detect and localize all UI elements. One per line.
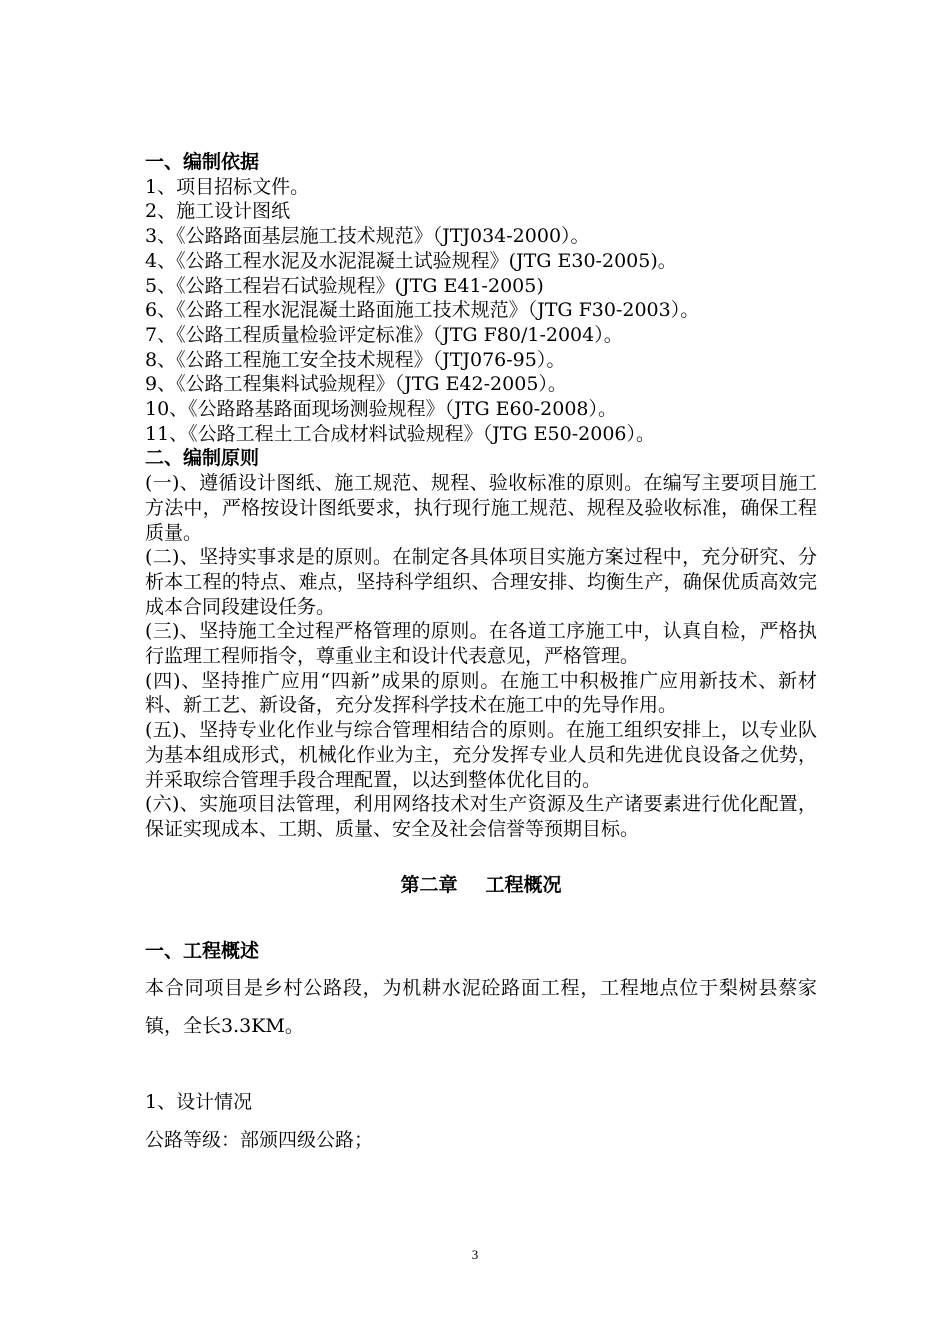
- basis-item: 1、项目招标文件。: [145, 175, 310, 198]
- principle-paragraph: (五)、坚持专业化作业与综合管理相结合的原则。在施工组织安排上，以专业队为基本组成形式，机械化作业为主，充分发挥专业人员和先进优良设备之优势，并采取综合管理手段合理配置，以达到整体优化目的。: [145, 719, 817, 791]
- page-number: 3: [471, 1247, 479, 1262]
- chapter-heading: [145, 870, 817, 897]
- basis-item: 11、《公路工程土工合成材料试验规程》（JTG E50-2006）。: [145, 422, 656, 445]
- principle-paragraph: (三)、坚持施工全过程严格管理的原则。在各道工序施工中，认真自检，严格执行监理工程师指令，尊重业主和设计代表意见，严格管理。: [145, 620, 817, 668]
- basis-item: 10、《公路路基路面现场测验规程》（JTG E60-2008）。: [145, 398, 618, 421]
- design-heading: 1、设计情况: [145, 1091, 253, 1114]
- basis-item: 7、《公路工程质量检验评定标准》（JTG F80/1-2004）。: [145, 323, 623, 346]
- chapter-title: 工程概况: [485, 873, 562, 896]
- page-content: [145, 150, 817, 1159]
- overview-paragraph: 本合同项目是乡村公路段，为机耕水泥砼路面工程，工程地点位于梨树县蔡家镇，全长3.3KM。: [145, 977, 817, 1038]
- road-grade-text: 公路等级：部颁四级公路；: [145, 1129, 374, 1152]
- principle-paragraph: (四)、坚持推广应用“四新”成果的原则。在施工中积极推广应用新技术、新材料、新工艺、新设备，充分发挥科学技术在施工中的先导作用。: [145, 669, 817, 717]
- basis-item: 8、《公路工程施工安全技术规程》（JTJ076-95）。: [145, 348, 566, 371]
- basis-item: 3、《公路路面基层施工技术规范》（JTJ034-2000）。: [145, 225, 590, 248]
- principle-paragraph: (一)、遵循设计图纸、施工规范、规程、验收标准的原则。在编写主要项目施工方法中，严格按设计图纸要求，执行现行施工规范、规程及验收标准，确保工程质量。: [145, 472, 817, 544]
- basis-item: 5、《公路工程岩石试验规程》(JTG E41-2005): [145, 274, 544, 297]
- section-heading-overview: 一、工程概述: [145, 939, 260, 962]
- principle-paragraph: (二)、坚持实事求是的原则。在制定各具体项目实施方案过程中，充分研究、分析本工程的特点、难点，坚持科学组织、合理安排、均衡生产，确保优质高效完成本合同段建设任务。: [145, 546, 817, 618]
- basis-item: 9、《公路工程集料试验规程》（JTG E42-2005）。: [145, 373, 567, 396]
- principle-paragraph: (六)、实施项目法管理，利用网络技术对生产资源及生产诸要素进行优化配置，保证实现成本、工期、质量、安全及社会信誉等预期目标。: [145, 793, 817, 840]
- chapter-number: 第二章: [400, 873, 458, 896]
- section-heading-basis: 一、编制依据: [145, 151, 260, 173]
- basis-item: 4、《公路工程水泥及水泥混凝土试验规程》(JTG E30-2005)。: [145, 249, 677, 272]
- basis-item: 2、施工设计图纸: [145, 200, 291, 223]
- section-heading-principles: 二、编制原则: [145, 447, 260, 470]
- basis-item: 6、《公路工程水泥混凝土路面施工技术规范》（JTG F30-2003）。: [145, 299, 700, 322]
